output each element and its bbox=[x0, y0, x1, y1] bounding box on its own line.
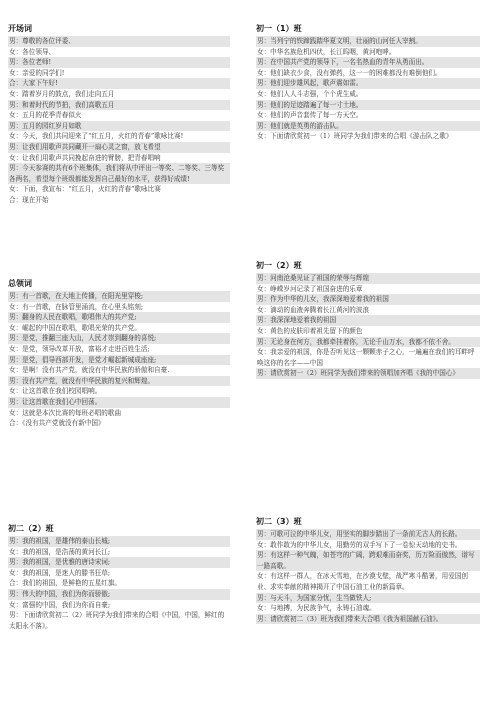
script-line: 女：这就是本次比赛的每班必唱的歌曲 bbox=[9, 408, 122, 417]
script-line: 男：他们迎步雄风起，歌声震如雷。 bbox=[256, 78, 480, 89]
script-line: 女：各位领导、 bbox=[9, 47, 56, 56]
script-line: 男：各位老师! bbox=[8, 57, 230, 68]
section-title: 初二（3）班 bbox=[256, 517, 302, 526]
script-line: 女：我的祖国，是浩荡的黄河长江; bbox=[9, 547, 111, 556]
script-line: 女：让我们用歌声共同挽起奋进的臂膀，把青春唱响 bbox=[9, 153, 161, 162]
script-line: 女：有这样一群人，在冰天雪地，在沙漠戈壁，战严寒斗酷暑，用爱国创业、求实奉献的精神揭开了中国石油工业的新篇章。 bbox=[257, 572, 468, 591]
script-line: 男：他们的足迹踏遍了每一寸土地。 bbox=[256, 100, 480, 111]
script-line: 女：下面请欣赏初一（1）班同学为我们带来的合唱《游击队之歌》 bbox=[257, 132, 453, 141]
script-line: 男：请欣赏初一（2）班同学为我们带来的领唱加齐唱《我的中国心》 bbox=[256, 368, 480, 379]
section-opening bbox=[8, 24, 230, 206]
script-line: 男：和着时代的节拍，我们高歌五月 bbox=[8, 100, 230, 111]
script-line: 女：与地搏，为民族争气，永铸石油魂。 bbox=[257, 604, 376, 613]
script-line: 男：可歌可泣的中华儿女，用坚实的脚步踏出了一条前无古人的长路。 bbox=[256, 529, 480, 540]
section-title: 初二（2）班 bbox=[8, 524, 54, 533]
script-line: 女：黄色的皮肤印着祖先留下的颜色 bbox=[257, 326, 363, 335]
script-line: 女：五月的花季青春似火 bbox=[9, 111, 82, 120]
script-line: 男：有一首歌，在大地上传播，在阳光里穿梭; bbox=[8, 291, 230, 302]
script-line: 男：五月的园红岁月如歌 bbox=[8, 121, 230, 132]
script-line: 男：与天斗，为国家分忧，生当做铁人; bbox=[256, 593, 480, 604]
section-class-8-2 bbox=[8, 524, 230, 631]
script-line: 女：他们的声音套传了每一方天空。 bbox=[257, 111, 363, 120]
script-line: 合：《没有共产党就没有新中国》 bbox=[9, 419, 105, 428]
section-title: 初一（2）班 bbox=[256, 261, 302, 270]
script-line: 女：滴动的血液奔腾着长江黄河的波浪 bbox=[257, 305, 370, 314]
script-line: 合：大家下午好! bbox=[8, 78, 230, 89]
section-class-7-1 bbox=[256, 24, 480, 142]
script-line: 男：他们就是英勇的游击队。 bbox=[256, 121, 480, 132]
script-line: 男：下面请欣赏初二（2）班同学为我们带来的合唱《中国，中国，鲜红的太阳永不落》。 bbox=[9, 611, 225, 630]
script-line: 女：峥嵘岁河记录了祖国奋进的乐章 bbox=[257, 284, 363, 293]
script-line: 男：我的祖国，是优雅的唐诗宋词; bbox=[8, 557, 230, 568]
script-line: 男：让我们用歌声共同藏开一扇心灵之窗，放飞希望 bbox=[8, 142, 230, 153]
script-line: 女：踏着岁月的鼓点，我们走向五月 bbox=[9, 89, 115, 98]
script-line: 合：现在开始 bbox=[9, 195, 49, 204]
script-line: 男：没有共产党，就没有中华民族的复兴和辉煌。 bbox=[8, 376, 230, 387]
section-class-7-2 bbox=[256, 261, 480, 379]
script-line: 男：无论身在何方，我都牵挂着你，无论千山万水，我都不依不舍。 bbox=[256, 337, 480, 348]
script-line: 女：他们人人斗志强，个个虎生威。 bbox=[257, 89, 363, 98]
script-line: 男：是党，推翻三座大山，人民才崇到翻身的喜悦; bbox=[8, 333, 230, 344]
script-line: 男：是党，倡导西部开发，是党才崛起新城成座座; bbox=[8, 355, 230, 366]
script-line: 男：伟大的中国，我们为你而骄傲; bbox=[8, 589, 230, 600]
script-line: 女：是党，领导改革开放，富裕才走进百姓生活; bbox=[9, 344, 150, 353]
script-line: 女：崛起的中国在歌唱，歌唱光荣的共产党。 bbox=[9, 323, 141, 332]
script-line: 男：请欣赏初二（3）班为我们带来大合唱《我为祖国献石油》。 bbox=[256, 614, 480, 625]
section-overview bbox=[8, 279, 230, 429]
section-title: 总领词 bbox=[8, 279, 32, 288]
script-line: 女：亲爱的同学们! bbox=[9, 68, 65, 77]
script-line: 女：今天，我们共同迎来了“红五月，火红的青春”歌咏比赛! bbox=[9, 132, 184, 141]
script-line: 女：我的祖国，是迷人的滕书狂草; bbox=[9, 568, 111, 577]
script-line: 男：我的祖国，是雄伟的泰山长城; bbox=[8, 536, 230, 547]
script-line: 男：在中国共产党的领导下，一名名热血的青年从勇而出。 bbox=[256, 57, 480, 68]
script-line: 女：敢作敢为的中华儿女，用勤劳的双手写下了一卷惊天动地的史书。 bbox=[257, 540, 462, 549]
script-line: 女：有一首歌，在脉管里涌流，在心里头铭刻; bbox=[9, 302, 144, 311]
script-line: 女：富强的中国，我们为你而自豪; bbox=[9, 600, 111, 609]
script-line: 女：中华名族危机四伏，长江呜咽，黄河咆哮。 bbox=[257, 47, 396, 56]
script-line: 女：让这首歌在我们校园唱响。 bbox=[9, 387, 102, 396]
script-line: 男：让这首歌在我们心中回荡。 bbox=[8, 397, 230, 408]
script-line: 合：我们的祖国，是鲜艳的五星红旗。 bbox=[9, 579, 122, 588]
script-line: 女：他们缺衣少食，没有弹药，这一一的困难都没有难倒他们。 bbox=[257, 68, 442, 77]
section-title: 初一（1）班 bbox=[256, 24, 302, 33]
script-line: 男：问南沧桑见证了祖国的荣辱与辉煌 bbox=[256, 273, 480, 284]
script-line: 男：尊敬的各位评委、 bbox=[8, 36, 230, 47]
section-class-8-3 bbox=[256, 517, 480, 624]
script-line: 男：我深深地爱着我的祖国 bbox=[256, 315, 480, 326]
script-line: 男：作为中华的儿女，我深深地爱着我的祖国 bbox=[256, 294, 480, 305]
script-line: 女：我亲爱的祖国，你是否听见这一颗颗赤子之心，一遍遍在我们的耳畔呼唤这你的名字——中国 bbox=[257, 348, 475, 367]
section-title: 开场词 bbox=[8, 24, 32, 33]
script-line: 男：今天参赛的共有6个班集体，我们将从中评出一等奖、二等奖、三等奖各两名，希望每个班级都能发挥自己最好的水平，获得好成绩! bbox=[8, 163, 230, 184]
script-line: 男：当列宁的铁蹄践踏华夏文明，壮丽的山河任人宰割。 bbox=[256, 36, 480, 47]
script-line: 女：是啊！没有共产党，就没有中华民族的骄傲和自豪. bbox=[9, 366, 170, 375]
script-line: 女：下面，我宣布：“红五月，火红的青春”歌咏比赛 bbox=[9, 185, 161, 194]
script-line: 男：有这样一种气魄，如苍穹的广阔，跨艰难而奋奖，历万险而傲然，谱写一路高歌。 bbox=[256, 550, 480, 571]
script-line: 男：翻身的人民在歌唱，歌唱伟大的共产党; bbox=[8, 312, 230, 323]
